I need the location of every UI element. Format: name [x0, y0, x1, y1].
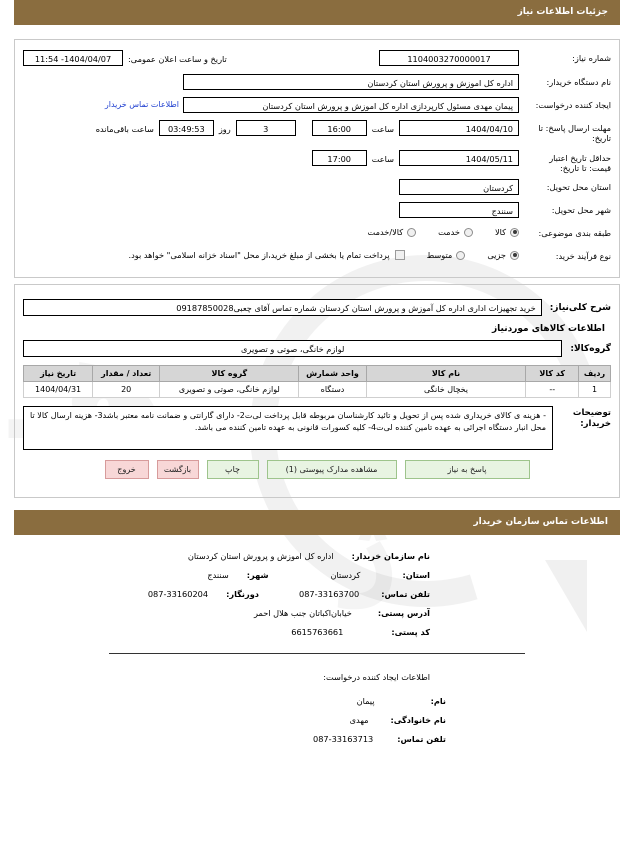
province-value: کردستان [399, 179, 519, 195]
row-validity [23, 150, 611, 174]
contact-fax-value: 087-33160204 [147, 589, 209, 599]
contact-address-value: خیابان‌اکباتان جنب هلال احمر [253, 608, 352, 618]
contact-city-label: شهر: [246, 570, 269, 580]
creator-value: پیمان مهدی مسئول کارپردازی اداره کل اموزش و پرورش استان کردستان [183, 97, 519, 113]
row-creator-last-name [14, 715, 620, 725]
category-radio-group[interactable] [346, 225, 519, 237]
buyer-org-label: نام دستگاه خریدار: [546, 77, 611, 87]
cell-row-no: 1 [579, 382, 611, 398]
goods-info-title: اطلاعات کالاهای موردنیاز [491, 324, 605, 334]
contact-fax-label: دورنگار: [226, 589, 259, 599]
treasury-bond-label: پرداخت تمام یا بخشی از مبلغ خرید،از محل "اسناد خزانه اسلامی" خواهد بود. [128, 250, 390, 260]
col-goods-name: نام کالا [366, 366, 526, 382]
col-goods-code: کد کالا [526, 366, 579, 382]
col-row-no: ردیف [579, 366, 611, 382]
city-value: سنندج [399, 202, 519, 218]
creator-last-name-value: مهدی [349, 715, 369, 725]
row-summary [23, 299, 611, 316]
col-goods-group: گروه کالا [160, 366, 299, 382]
creator-phone-label: تلفن تماس: [397, 734, 446, 744]
row-process-type [23, 248, 611, 265]
category-option-service[interactable] [438, 227, 473, 237]
row-creator-first-name [14, 696, 620, 706]
contact-city-value: سنندج [207, 570, 229, 580]
row-category [23, 225, 611, 242]
process-option-medium[interactable] [427, 250, 466, 260]
city-label: شهر محل تحویل: [551, 205, 611, 215]
creator-last-name-label: نام خانوادگی: [390, 715, 446, 725]
print-button[interactable]: چاپ [207, 460, 259, 479]
cell-goods-group: لوازم خانگی، صوتی و تصویری [160, 382, 299, 398]
exit-button[interactable]: خروج [105, 460, 149, 479]
row-buyer-notes [23, 406, 611, 450]
buyer-notes-value: - هزینه ی کالای خریداری شده پس از تحویل و تائید کارشناسان مربوطه قابل پرداخت لی‌ت2- دارای گارانتی و ضمانت نامه معتبر باشد3- هزینه ارسال کالا تا محل انبار دستگاه اجرائی به عهده تامین کننده لی‌ت4- کلیه کسورات قانونی به عهده تامین کننده می باشد. [23, 406, 553, 450]
deadline-time: 16:00 [312, 120, 367, 136]
validity-hour-label: ساعت [371, 153, 394, 164]
table-row [24, 382, 611, 398]
buyer-contact-header: اطلاعات تماس سازمان خریدار [14, 510, 620, 535]
validity-label: حداقل تاریخ اعتبار قیمت: تا تاریخ: [549, 152, 611, 173]
action-button-bar [23, 460, 611, 479]
row-contact-org [14, 551, 620, 561]
need-number-label: شماره نیاز: [572, 53, 611, 63]
radio-icon[interactable] [407, 228, 416, 237]
buyer-org-value: اداره کل اموزش و پرورش استان کردستان [183, 74, 519, 90]
process-option-label: متوسط [426, 250, 453, 260]
category-option-label: کالا [494, 227, 506, 237]
radio-icon[interactable] [510, 228, 519, 237]
radio-icon[interactable] [456, 251, 465, 260]
row-deadline [23, 120, 611, 144]
cell-goods-name: یخچال خانگی [366, 382, 526, 398]
cell-quantity: 20 [93, 382, 160, 398]
deadline-date: 1404/04/10 [399, 120, 519, 136]
creator-label: ایجاد کننده درخواست: [535, 100, 611, 110]
answer-need-button[interactable]: پاسخ به نیاز [405, 460, 530, 479]
process-radio-group[interactable] [106, 248, 519, 260]
summary-label: شرح کلی‌نیاز: [549, 302, 611, 313]
contact-phone-value: 087-33163700 [298, 589, 360, 599]
category-label: طبقه بندی موضوعی: [538, 228, 611, 238]
validity-date: 1404/05/11 [399, 150, 519, 166]
need-number-value: 1104003270000017 [379, 50, 519, 66]
process-label: نوع فرآیند خرید: [555, 251, 611, 261]
announce-label: تاریخ و ساعت اعلان عمومی: [128, 54, 227, 64]
need-details-frame [14, 39, 620, 278]
radio-icon[interactable] [510, 251, 519, 260]
row-goods-group [23, 340, 611, 357]
deadline-hour-label: ساعت [371, 124, 394, 134]
buyer-contact-block [14, 535, 620, 744]
goods-group-value: لوازم خانگی، صوتی و تصویری [23, 340, 562, 357]
countdown-label: ساعت باقی‌مانده [95, 124, 154, 134]
summary-goods-frame [14, 284, 620, 498]
category-option-goods-service[interactable] [368, 227, 417, 237]
col-unit: واحد شمارش [299, 366, 366, 382]
row-city [23, 202, 611, 219]
contact-phone-label: تلفن تماس: [381, 589, 430, 599]
col-quantity: تعداد / مقدار [93, 366, 160, 382]
row-buyer-org [23, 74, 611, 91]
contact-postal-value: 6615763661 [291, 627, 344, 637]
remaining-countdown: 03:49:53 [159, 120, 214, 136]
category-option-goods[interactable] [495, 227, 519, 237]
contact-org-label: نام سازمان خریدار: [351, 551, 430, 561]
announce-value: 1404/04/07- 11:54 [23, 50, 123, 66]
contact-province-value: کردستان [330, 570, 361, 580]
category-option-label: کالا/خدمت [367, 227, 404, 237]
remaining-days: 3 [236, 120, 296, 136]
row-creator [23, 97, 611, 114]
summary-value: خرید تجهیزات اداری اداره کل آموزش و پرورش استان کردستان شماره تماس آقای چعبی09187850028 [23, 299, 542, 316]
cell-need-date: 1404/04/31 [24, 382, 93, 398]
process-option-minor[interactable] [487, 250, 519, 260]
radio-icon[interactable] [464, 228, 473, 237]
row-contact-postal [14, 627, 620, 637]
buyer-contact-link[interactable]: اطلاعات تماس خریدار [104, 100, 179, 109]
creator-first-name-label: نام: [430, 696, 446, 706]
row-creator-phone [14, 734, 620, 744]
need-details-header: جزئیات اطلاعات نیاز [14, 0, 620, 25]
treasury-bond-checkbox-item[interactable] [128, 250, 404, 260]
cell-unit: دستگاه [299, 382, 366, 398]
goods-group-label: گروه‌کالا: [570, 343, 611, 354]
days-unit-label: روز [218, 124, 231, 134]
creator-first-name-value: پیمان [356, 696, 375, 706]
process-option-label: جزیی [487, 250, 506, 260]
validity-time: 17:00 [312, 150, 367, 166]
row-need-number [23, 50, 611, 68]
cell-goods-code: -- [526, 382, 579, 398]
row-province [23, 179, 611, 196]
contact-divider [109, 653, 525, 654]
contact-postal-label: کد پستی: [391, 627, 430, 637]
contact-org-value: اداره کل اموزش و پرورش استان کردستان [187, 551, 334, 561]
deadline-label: مهلت ارسال پاسخ: تا تاریخ: [538, 123, 611, 144]
col-need-date: تاریخ نیاز [24, 366, 93, 382]
row-contact-province [14, 570, 620, 580]
buyer-notes-label: توضیحات خریدار: [572, 408, 611, 430]
goods-table [23, 365, 611, 398]
row-contact-phone [14, 589, 620, 599]
creator-phone-value: 087-33163713 [312, 734, 374, 744]
contact-address-label: آدرس پستی: [377, 608, 430, 618]
creator-info-title: اطلاعات ایجاد کننده درخواست: [323, 672, 430, 682]
view-attachments-button[interactable]: مشاهده مدارک پیوستی (1) [267, 460, 397, 479]
row-contact-address [14, 608, 620, 618]
back-button[interactable]: بازگشت [157, 460, 199, 479]
contact-province-label: استان: [402, 570, 430, 580]
category-option-label: خدمت [438, 227, 460, 237]
province-label: استان محل تحویل: [546, 182, 611, 192]
checkbox-icon[interactable] [395, 250, 405, 260]
goods-table-header-row [24, 366, 611, 382]
